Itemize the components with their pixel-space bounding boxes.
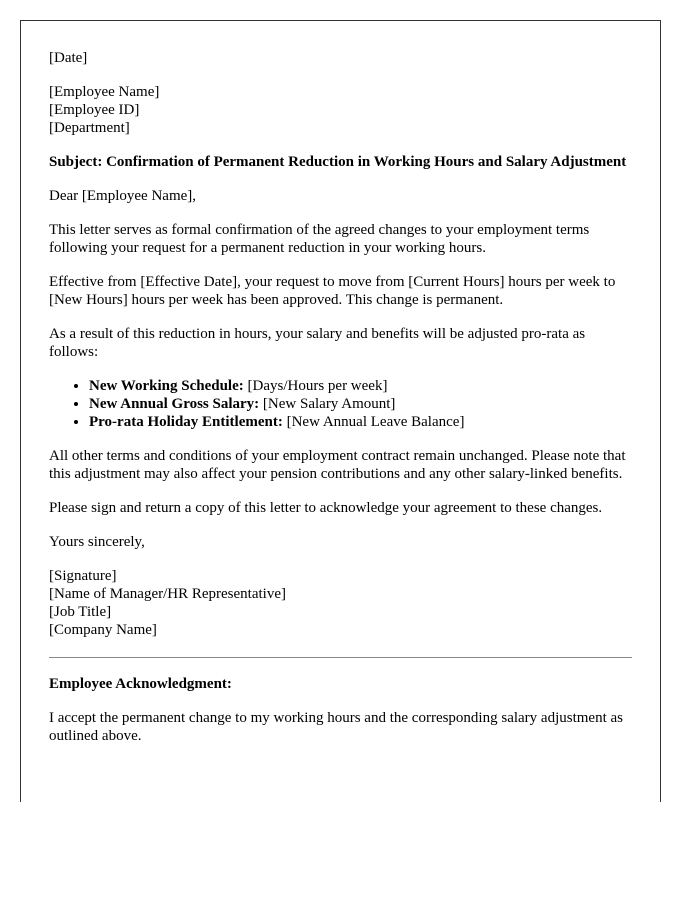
recipient-id: [Employee ID] [49,102,140,118]
adjustment-item-schedule [89,377,632,395]
section-divider [49,657,632,658]
adjustment-label: New Annual Gross Salary: [89,396,260,412]
adjustment-value: [New Salary Amount] [259,396,396,412]
letter-salutation: Dear [Employee Name], [49,188,197,204]
paragraph-effective-date: Effective from [Effective Date], your request to move from [Current Hours] hours per week to [New Hours] hours per week has been approved. This change is permanent. [49,274,616,308]
signatory-job-title: [Job Title] [49,604,112,620]
recipient-name: [Employee Name] [49,84,160,100]
adjustment-item-salary [89,395,632,413]
letter-subject: Subject: Confirmation of Permanent Reduction in Working Hours and Salary Adjustment [49,154,627,170]
signature-placeholder: [Signature] [49,568,117,584]
adjustment-label: Pro-rata Holiday Entitlement: [89,414,283,430]
paragraph-confirmation: This letter serves as formal confirmation of the agreed changes to your employment terms following your request for a permanent reduction in your working hours. [49,222,590,256]
adjustments-list [49,377,632,431]
acknowledgment-heading: Employee Acknowledgment: [49,676,232,692]
adjustment-value: [Days/Hours per week] [243,378,388,394]
recipient-department: [Department] [49,120,130,136]
paragraph-other-terms: All other terms and conditions of your employment contract remain unchanged. Please note that this adjustment may also affect your pension contributions and any other salary-linked benefits. [49,448,626,482]
company-name: [Company Name] [49,622,157,638]
adjustment-value: [New Annual Leave Balance] [282,414,465,430]
letter-date: [Date] [49,50,88,66]
letter-closing: Yours sincerely, [49,534,145,550]
acknowledgment-text: I accept the permanent change to my working hours and the corresponding salary adjustment as outlined above. [49,710,623,744]
recipient-block [49,83,632,137]
adjustment-label: New Working Schedule: [89,378,244,394]
adjustment-item-holiday [89,413,632,431]
signature-block [49,567,632,639]
paragraph-sign-return: Please sign and return a copy of this letter to acknowledge your agreement to these changes. [49,500,603,516]
paragraph-pro-rata: As a result of this reduction in hours, your salary and benefits will be adjusted pro-rata as follows: [49,326,586,360]
signatory-name: [Name of Manager/HR Representative] [49,586,286,602]
letter-page [20,20,661,802]
